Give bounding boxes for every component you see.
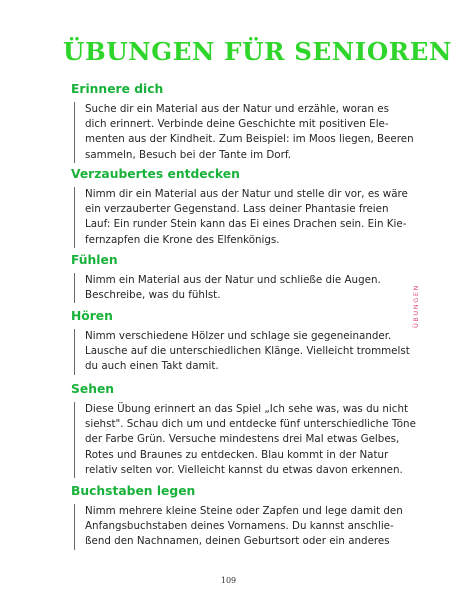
- body-line: dich erinnert. Verbinde deine Geschichte mit positiven Ele-: [85, 118, 389, 131]
- section-body: [74, 329, 410, 375]
- body-line: Nimm ein Material aus der Natur und schließe die Augen.: [85, 274, 381, 286]
- body-line: fernzapfen die Krone des Elfenkönigs.: [85, 233, 280, 246]
- body-line: menten aus der Kindheit. Zum Beispiel: im Moos liegen, Beeren: [85, 133, 414, 146]
- section-erinnere-dich: [71, 81, 414, 163]
- body-line: Lausche auf die unterschiedlichen Klänge. Vielleicht trommelst: [85, 345, 410, 358]
- body-line: du auch einen Takt damit.: [85, 360, 219, 373]
- page-number: 109: [220, 576, 237, 585]
- body-line: Anfangsbuchstaben deines Vornamens. Du kannst anschlie-: [85, 520, 394, 533]
- section-hoeren: [71, 308, 410, 375]
- section-heading: Verzaubertes entdecken: [71, 167, 240, 181]
- section-verzaubertes-entdecken: [71, 166, 408, 248]
- body-line: siehst". Schau dich um und entdecke fünf unterschiedliche Töne: [85, 418, 416, 431]
- body-line: Beschreibe, was du fühlst.: [85, 289, 221, 302]
- body-line: Suche dir ein Material aus der Natur und erzähle, woran es: [85, 103, 389, 115]
- section-body: [74, 402, 416, 478]
- section-heading: Buchstaben legen: [71, 484, 196, 498]
- section-sehen: [71, 381, 416, 478]
- body-line: der Farbe Grün. Versuche mindestens drei Mal etwas Gelbes,: [85, 433, 400, 446]
- section-heading: Erinnere dich: [71, 82, 164, 96]
- page-title: ÜBUNGEN FÜR SENIOREN: [63, 37, 452, 66]
- section-body: [74, 504, 401, 550]
- section-body: [74, 187, 408, 248]
- body-line: Nimm dir ein Material aus der Natur und stelle dir vor, es wäre: [85, 188, 408, 200]
- side-tab-label: ÜBUNGEN: [412, 283, 420, 329]
- body-line: ein verzauberter Gegenstand. Lass deiner Phantasie freien: [85, 203, 389, 216]
- body-line: Rotes und Braunes zu entdecken. Blau kommt in der Natur: [85, 448, 389, 461]
- body-line: sammeln, Besuch bei der Tante im Dorf.: [85, 148, 291, 161]
- body-line: Lauf: Ein runder Stein kann das Ei eines Drachen sein. Ein Kie-: [85, 218, 407, 231]
- body-line: ßend den Nachnamen, deinen Geburtsort oder ein anderes: [85, 535, 390, 548]
- body-line: Nimm mehrere kleine Steine oder Zapfen und lege damit den: [85, 505, 403, 517]
- body-line: Nimm verschiedene Hölzer und schlage sie gegeneinander.: [85, 330, 392, 342]
- body-line: relativ selten vor. Vielleicht kannst du etwas davon erkennen.: [85, 463, 403, 476]
- section-buchstaben-legen: [71, 483, 401, 550]
- section-fuehlen: [71, 252, 401, 303]
- section-body: [74, 102, 414, 163]
- section-heading: Hören: [71, 309, 113, 323]
- section-heading: Sehen: [71, 382, 115, 396]
- section-heading: Fühlen: [71, 253, 118, 267]
- body-line: Diese Übung erinnert an das Spiel „Ich sehe was, was du nicht: [85, 403, 409, 415]
- section-body: [74, 273, 401, 303]
